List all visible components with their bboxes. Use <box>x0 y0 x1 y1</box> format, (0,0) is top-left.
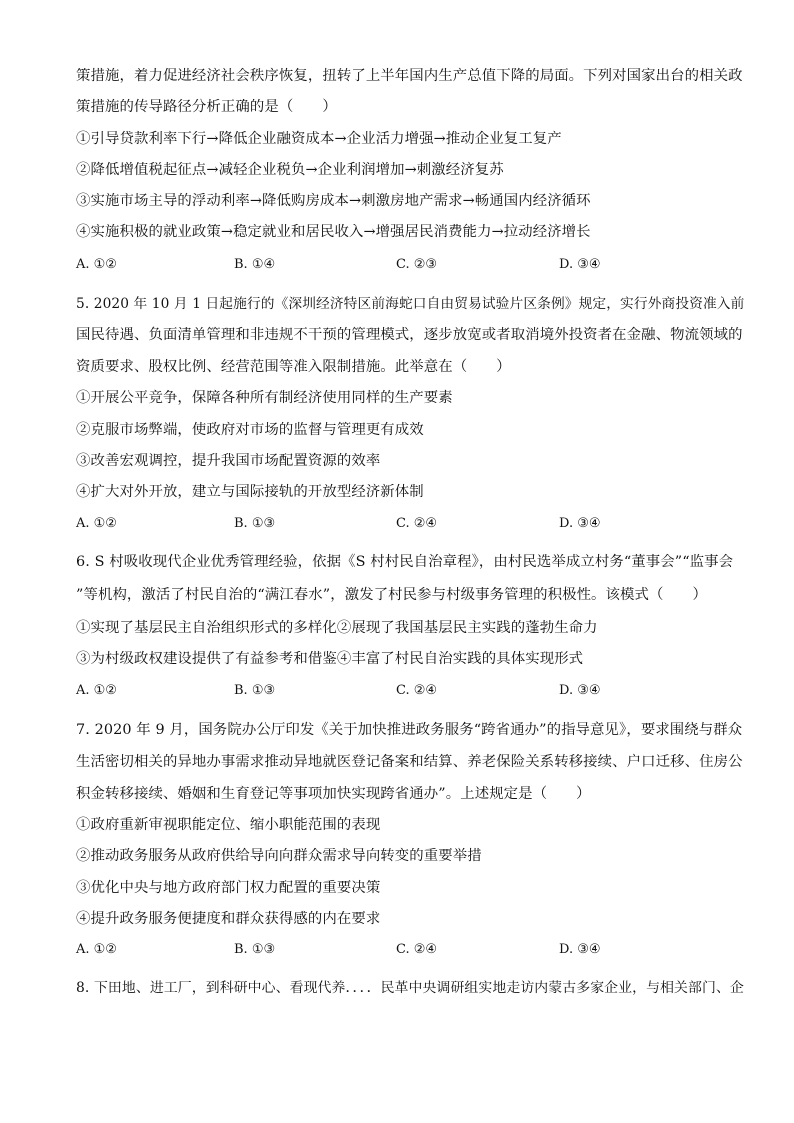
q7-option-b: B. ①③ <box>234 942 276 957</box>
q4-item-3: ③实施市场主导的浮动利率→降低购房成本→刺激房地产需求→畅通国内经济循环 <box>76 193 591 209</box>
q4-option-c: C. ②③ <box>396 257 438 272</box>
q6-option-a: A. ①② <box>76 683 117 698</box>
q4-item-1: ①引导贷款利率下行→降低企业融资成本→企业活力增强→推动企业复工复产 <box>76 131 562 147</box>
q6-stem-line-1: 6. S 村吸收现代企业优秀管理经验，依据《S 村村民自治章程》，由村民选举成立村务“董事会”“监事会 <box>76 554 734 570</box>
q6-item-2: ③为村级政权建设提供了有益参考和借鉴④丰富了村民自治实践的具体实现形式 <box>76 651 584 667</box>
q7-option-c: C. ②④ <box>396 942 438 957</box>
q7-option-d: D. ③④ <box>559 942 601 957</box>
q5-option-b: B. ①③ <box>234 516 276 531</box>
q7-item-3: ③优化中央与地方政府部门权力配置的重要决策 <box>76 880 381 896</box>
q7-stem-line-2: 生活密切相关的异地办事需求推动异地就医登记备案和结算、养老保险关系转移接续、户口迁移、住房公 <box>76 754 743 770</box>
q4-option-b: B. ①④ <box>234 257 276 272</box>
q6-item-1: ①实现了基层民主自治组织形式的多样化②展现了我国基层民主实践的蓬勃生命力 <box>76 620 598 636</box>
q4-option-d: D. ③④ <box>559 257 601 272</box>
q5-stem-line-3: 资质要求、股权比例、经营范围等准入限制措施。此举意在（ ） <box>76 359 511 375</box>
q5-item-4: ④扩大对外开放，建立与国际接轨的开放型经济新体制 <box>76 484 424 500</box>
q7-stem-line-3: 积金转移接续、婚姻和生育登记等事项加快实现跨省通办”。上述规定是（ ） <box>76 786 591 802</box>
q5-option-d: D. ③④ <box>559 516 601 531</box>
q4-item-2: ②降低增值税起征点→减轻企业税负→企业利润增加→刺激经济复苏 <box>76 162 504 178</box>
q7-option-a: A. ①② <box>76 942 117 957</box>
q8-stem-line-1: 8. 下田地、进工厂，到科研中心、看现代养．．．．民革中央调研组实地走访内蒙古多家企业，与相关部门、企 <box>76 980 744 996</box>
q6-stem-line-2: ”等机构，激活了村民自治的“满江春水”，激发了村民参与村级事务管理的积极性。该模式（ ） <box>76 587 707 603</box>
q5-option-c: C. ②④ <box>396 516 438 531</box>
q6-option-c: C. ②④ <box>396 683 438 698</box>
q5-stem-line-1: 5. 2020 年 10 月 1 日起施行的《深圳经济特区前海蛇口自由贸易试验片区条例》规定，实行外商投资准入前 <box>76 296 745 312</box>
q5-option-a: A. ①② <box>76 516 117 531</box>
q5-item-3: ③改善宏观调控，提升我国市场配置资源的效率 <box>76 453 381 469</box>
q7-stem-line-1: 7. 2020 年 9 月，国务院办公厅印发《关于加快推进政务服务“跨省通办”的指导意见》，要求围绕与群众 <box>76 722 743 738</box>
q6-option-d: D. ③④ <box>559 683 601 698</box>
q7-item-1: ①政府重新审视职能定位、缩小职能范围的表现 <box>76 817 381 833</box>
q6-option-b: B. ①③ <box>234 683 276 698</box>
q4-item-4: ④实施积极的就业政策→稳定就业和居民收入→增强居民消费能力→拉动经济增长 <box>76 224 591 240</box>
q7-item-2: ②推动政务服务从政府供给导向向群众需求导向转变的重要举措 <box>76 848 482 864</box>
q5-item-1: ①开展公平竞争，保障各种所有制经济使用同样的生产要素 <box>76 390 453 406</box>
q7-item-4: ④提升政务服务便捷度和群众获得感的内在要求 <box>76 911 381 927</box>
q5-item-2: ②克服市场弊端，使政府对市场的监督与管理更有成效 <box>76 422 424 438</box>
q4-option-a: A. ①② <box>76 257 117 272</box>
q4-stem-line-1: 策措施，着力促进经济社会秩序恢复，扭转了上半年国内生产总值下降的局面。下列对国家出台的相关政 <box>76 68 743 84</box>
q5-stem-line-2: 国民待遇、负面清单管理和非违规不干预的管理模式，逐步放宽或者取消境外投资者在金融、物流领域的 <box>76 327 743 343</box>
q4-stem-line-2: 策措施的传导路径分析正确的是（ ） <box>76 99 337 115</box>
